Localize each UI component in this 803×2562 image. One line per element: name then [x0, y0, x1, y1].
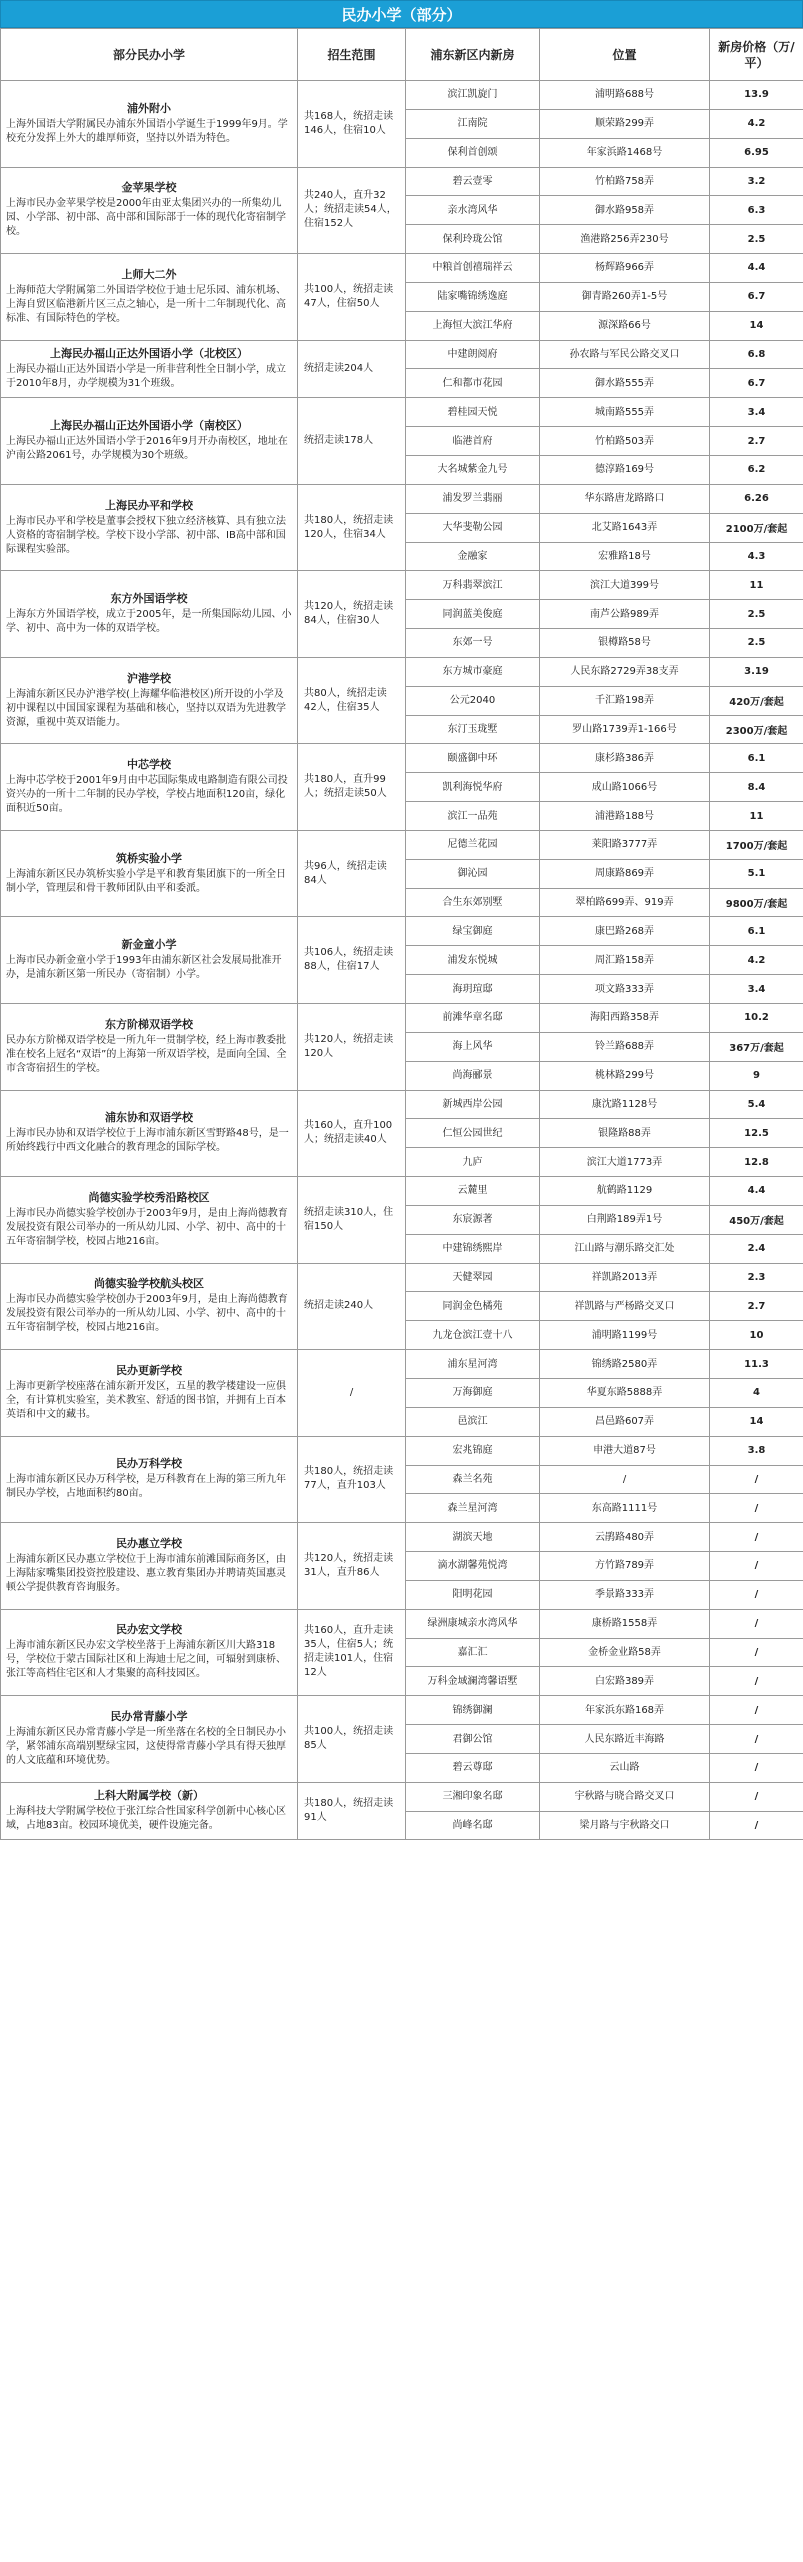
- enrollment-range: 共96人，统招走读84人: [298, 830, 406, 917]
- enrollment-range: 共80人，统招走读42人，住宿35人: [298, 657, 406, 744]
- estate-location: 金桥金业路58弄: [540, 1638, 710, 1667]
- table-header-row: [1, 29, 803, 81]
- school-name: 上海民办福山正达外国语小学（北校区）: [50, 346, 248, 360]
- estate-price: 11.3: [710, 1350, 803, 1379]
- school-cell: [1, 484, 298, 571]
- estate-location: 源深路66号: [540, 311, 710, 340]
- estate-location: 人民东路2729弄38支弄: [540, 657, 710, 686]
- estate-location: 滨江大道1773弄: [540, 1148, 710, 1177]
- school-description: 上海东方外国语学校，成立于2005年，是一所集国际幼儿园、小学、初中、高中为一体的双语学校。: [6, 609, 292, 635]
- estate-price: /: [710, 1696, 803, 1725]
- estate-name: 君御公馆: [406, 1725, 540, 1754]
- enrollment-range: 共106人，统招走读88人，住宿17人: [298, 917, 406, 1004]
- estate-price: 4.2: [710, 109, 803, 138]
- table-row: [1, 167, 803, 196]
- school-description: 上海市民办新金童小学于1993年由浦东新区社会发展局批准开办，是浦东新区第一所民办（寄宿制）小学。: [6, 955, 282, 981]
- table-row: [1, 744, 803, 773]
- header-estate: 浦东新区内新房: [406, 29, 540, 81]
- header-range: 招生范围: [298, 29, 406, 81]
- school-cell: [1, 571, 298, 658]
- school-description: 上海浦东新区民办沪港学校(上海耀华临港校区)所开设的小学及初中课程以中国国家课程为基础和核心，坚持以双语为先进教学资源，重视中英双语能力。: [6, 688, 286, 728]
- estate-location: 顺荣路299弄: [540, 109, 710, 138]
- estate-name: 滨江一品苑: [406, 802, 540, 831]
- estate-location: 云山路: [540, 1753, 710, 1782]
- enrollment-range: 统招走读240人: [298, 1263, 406, 1350]
- estate-name: 临港首府: [406, 427, 540, 456]
- table-row: [1, 657, 803, 686]
- estate-location: 康桥路1558弄: [540, 1609, 710, 1638]
- estate-location: 银隆路88弄: [540, 1119, 710, 1148]
- estate-location: 云鹃路480弄: [540, 1523, 710, 1552]
- enrollment-range: 统招走读310人，住宿150人: [298, 1177, 406, 1264]
- school-description: 上海民办福山正达外国语小学是一所非营利性全日制小学，成立于2010年8月，办学规模为31个班级。: [6, 363, 286, 389]
- table-row: [1, 830, 803, 859]
- estate-location: 铃兰路688弄: [540, 1032, 710, 1061]
- estate-price: 2.7: [710, 427, 803, 456]
- school-description: 上海市浦东新区民办万科学校，是万科教育在上海的第三所九年制民办学校，占地面积约80亩。: [6, 1474, 286, 1500]
- school-cell: [1, 340, 298, 398]
- estate-name: 万海御庭: [406, 1378, 540, 1407]
- estate-price: 3.4: [710, 975, 803, 1004]
- estate-name: 上海恒大滨江华府: [406, 311, 540, 340]
- school-cell: [1, 744, 298, 831]
- estate-name: 中建朗阅府: [406, 340, 540, 369]
- estate-name: 碧云壹零: [406, 167, 540, 196]
- estate-price: 6.8: [710, 340, 803, 369]
- estate-name: 尼德兰花园: [406, 830, 540, 859]
- estate-name: 尚海郦景: [406, 1061, 540, 1090]
- estate-price: 6.95: [710, 138, 803, 167]
- estate-name: 御沁园: [406, 859, 540, 888]
- estate-location: 祥凯路与严杨路交叉口: [540, 1292, 710, 1321]
- estate-name: 云麓里: [406, 1177, 540, 1206]
- estate-name: 同润蓝美俊庭: [406, 600, 540, 629]
- header-location: 位置: [540, 29, 710, 81]
- estate-location: /: [540, 1465, 710, 1494]
- enrollment-range: 共180人，统招走读120人，住宿34人: [298, 484, 406, 571]
- estate-location: 康杉路386弄: [540, 744, 710, 773]
- school-description: 上海外国语大学附属民办浦东外国语小学诞生于1999年9月。学校充分发挥上外大的雄厚师资，坚持以外语为特色。: [6, 118, 288, 144]
- estate-price: /: [710, 1523, 803, 1552]
- school-cell: [1, 1436, 298, 1523]
- estate-location: 竹柏路758弄: [540, 167, 710, 196]
- estate-price: 9: [710, 1061, 803, 1090]
- estate-location: 浦港路188号: [540, 802, 710, 831]
- estate-name: 九庐: [406, 1148, 540, 1177]
- school-name: 金苹果学校: [121, 181, 177, 195]
- estate-location: 御水路958弄: [540, 196, 710, 225]
- estate-name: 凯利海悦华府: [406, 773, 540, 802]
- enrollment-range: 共100人，统招走读47人，住宿50人: [298, 254, 406, 341]
- school-cell: [1, 81, 298, 168]
- school-name: 上科大附属学校（新）: [94, 1789, 204, 1803]
- header-school: 部分民办小学: [1, 29, 298, 81]
- school-name: 沪港学校: [127, 671, 171, 685]
- estate-location: 昌邑路607弄: [540, 1407, 710, 1436]
- estate-location: 华夏东路5888弄: [540, 1378, 710, 1407]
- school-name: 上海民办平和学校: [105, 498, 193, 512]
- enrollment-range: 共168人，统招走读146人，住宿10人: [298, 81, 406, 168]
- estate-name: 东宸源著: [406, 1205, 540, 1234]
- estate-location: 千汇路198弄: [540, 686, 710, 715]
- estate-price: /: [710, 1465, 803, 1494]
- estate-price: 4.4: [710, 1177, 803, 1206]
- estate-location: 季景路333弄: [540, 1580, 710, 1609]
- school-name: 浦外附小: [127, 101, 171, 115]
- estate-location: 周汇路158弄: [540, 946, 710, 975]
- enrollment-range: 统招走读178人: [298, 398, 406, 485]
- estate-price: 2.7: [710, 1292, 803, 1321]
- table-row: [1, 340, 803, 369]
- estate-name: 保利首创颂: [406, 138, 540, 167]
- estate-name: 江南院: [406, 109, 540, 138]
- estate-location: 梁月路与宇秋路交口: [540, 1811, 710, 1840]
- estate-price: 13.9: [710, 81, 803, 110]
- school-description: 上海市民办平和学校是董事会授权下独立经济核算、具有独立法人资格的寄宿制学校。学校下设小学部、初中部、IB高中部和国际课程实验部。: [6, 515, 286, 555]
- estate-price: /: [710, 1552, 803, 1581]
- estate-price: 3.4: [710, 398, 803, 427]
- table-row: [1, 81, 803, 110]
- table-row: [1, 398, 803, 427]
- school-description: 上海科技大学附属学校位于张江综合性国家科学创新中心核心区域，占地83亩。校园环境优美，硬件设施完备。: [6, 1806, 286, 1832]
- estate-location: 杨辉路966弄: [540, 254, 710, 283]
- school-cell: [1, 1177, 298, 1264]
- estate-price: 2.5: [710, 225, 803, 254]
- estate-name: 三湘印象名邸: [406, 1782, 540, 1811]
- estate-name: 亲水湾风华: [406, 196, 540, 225]
- estate-name: 天健翠园: [406, 1263, 540, 1292]
- estate-price: 4.3: [710, 542, 803, 571]
- estate-location: 宇秋路与晓合路交叉口: [540, 1782, 710, 1811]
- table-row: [1, 1177, 803, 1206]
- estate-price: /: [710, 1725, 803, 1754]
- estate-location: 人民东路近丰海路: [540, 1725, 710, 1754]
- school-name: 尚德实验学校航头校区: [94, 1277, 204, 1291]
- estate-location: 莱阳路3777弄: [540, 830, 710, 859]
- estate-price: 4.2: [710, 946, 803, 975]
- estate-price: 10.2: [710, 1004, 803, 1033]
- estate-price: /: [710, 1494, 803, 1523]
- school-cell: [1, 1696, 298, 1783]
- estate-price: 4.4: [710, 254, 803, 283]
- estate-location: 周康路869弄: [540, 859, 710, 888]
- estate-name: 锦绣御澜: [406, 1696, 540, 1725]
- estate-name: 金融家: [406, 542, 540, 571]
- table-row: [1, 1090, 803, 1119]
- estate-location: 宏雅路18号: [540, 542, 710, 571]
- school-name: 新金童小学: [121, 938, 177, 952]
- estate-location: 白荆路189弄1号: [540, 1205, 710, 1234]
- estate-location: 海阳西路358弄: [540, 1004, 710, 1033]
- school-cell: [1, 1263, 298, 1350]
- enrollment-range: 共160人，直升100人；统招走读40人: [298, 1090, 406, 1177]
- table-row: [1, 484, 803, 513]
- estate-price: 6.7: [710, 369, 803, 398]
- table-row: [1, 1523, 803, 1552]
- estate-price: /: [710, 1782, 803, 1811]
- estate-name: 阳明花园: [406, 1580, 540, 1609]
- estate-name: 仁和都市花园: [406, 369, 540, 398]
- estate-name: 颐盛御中环: [406, 744, 540, 773]
- enrollment-range: 共180人，统招走读77人，直升103人: [298, 1436, 406, 1523]
- table-row: [1, 917, 803, 946]
- estate-name: 碧桂园天悦: [406, 398, 540, 427]
- school-cell: [1, 657, 298, 744]
- school-cell: [1, 398, 298, 485]
- estate-location: 成山路1066号: [540, 773, 710, 802]
- enrollment-range: 共160人，直升走读35人，住宿5人；统招走读101人，住宿12人: [298, 1609, 406, 1696]
- estate-location: 翠柏路699弄、919弄: [540, 888, 710, 917]
- school-table: [0, 28, 803, 1840]
- school-name: 东方外国语学校: [110, 592, 188, 606]
- estate-location: 方竹路789弄: [540, 1552, 710, 1581]
- school-cell: [1, 1523, 298, 1610]
- estate-name: 同润金色橘苑: [406, 1292, 540, 1321]
- estate-location: 年家浜路1468号: [540, 138, 710, 167]
- school-cell: [1, 1004, 298, 1091]
- school-description: 上海浦东新区民办筑桥实验小学是平和教育集团旗下的一所全日制小学，管理层和骨干教师团队由平和委派。: [6, 868, 286, 894]
- school-name: 民办惠立学校: [116, 1536, 182, 1550]
- estate-location: 德淳路169号: [540, 455, 710, 484]
- school-name: 民办常青藤小学: [110, 1710, 188, 1724]
- estate-name: 中建锦绣熙岸: [406, 1234, 540, 1263]
- estate-location: 银樽路58号: [540, 629, 710, 658]
- school-description: 上海市民办协和双语学校位于上海市浦东新区雪野路48号，是一所始终践行中西文化融合的教育理念的国际学校。: [6, 1128, 289, 1154]
- estate-location: 渔港路256弄230号: [540, 225, 710, 254]
- estate-location: 滨江大道399号: [540, 571, 710, 600]
- estate-name: 九龙仓滨江壹十八: [406, 1321, 540, 1350]
- estate-name: 浦发罗兰翡丽: [406, 484, 540, 513]
- estate-name: 嘉汇汇: [406, 1638, 540, 1667]
- school-name: 浦东协和双语学校: [105, 1111, 193, 1125]
- table-row: [1, 1350, 803, 1379]
- estate-name: 中粮首创禧瑞祥云: [406, 254, 540, 283]
- school-description: 上海市民办金苹果学校是2000年由亚太集团兴办的一所集幼儿园、小学部、初中部、高中部和国际部于一体的现代化寄宿制学校。: [6, 198, 286, 238]
- estate-location: 项文路333弄: [540, 975, 710, 1004]
- estate-name: 湖滨天地: [406, 1523, 540, 1552]
- estate-price: 2100万/套起: [710, 513, 803, 542]
- table-row: [1, 571, 803, 600]
- school-name: 民办更新学校: [116, 1363, 182, 1377]
- estate-price: /: [710, 1753, 803, 1782]
- school-name: 东方阶梯双语学校: [105, 1017, 193, 1031]
- school-name: 民办万科学校: [116, 1457, 182, 1471]
- estate-price: 10: [710, 1321, 803, 1350]
- estate-name: 大名城紫金九号: [406, 455, 540, 484]
- enrollment-range: 共180人，统招走读91人: [298, 1782, 406, 1840]
- estate-price: 3.8: [710, 1436, 803, 1465]
- school-name: 中芯学校: [127, 758, 171, 772]
- estate-price: 5.4: [710, 1090, 803, 1119]
- estate-name: 尚峰名邸: [406, 1811, 540, 1840]
- table-row: [1, 1609, 803, 1638]
- estate-location: 江山路与潮乐路交汇处: [540, 1234, 710, 1263]
- estate-name: 森兰星河湾: [406, 1494, 540, 1523]
- estate-price: 2.4: [710, 1234, 803, 1263]
- estate-location: 罗山路1739弄1-166号: [540, 715, 710, 744]
- estate-name: 碧云尊邸: [406, 1753, 540, 1782]
- school-cell: [1, 830, 298, 917]
- estate-price: 3.19: [710, 657, 803, 686]
- estate-price: 6.26: [710, 484, 803, 513]
- estate-location: 康沈路1128号: [540, 1090, 710, 1119]
- school-description: 上海市浦东新区民办宏文学校坐落于上海浦东新区川大路318号，学校位于蒙古国际社区和上海迪士尼之间，可辐射到康桥、张江等高档住宅区和人才集聚的高科技园区。: [6, 1640, 286, 1680]
- estate-price: 12.5: [710, 1119, 803, 1148]
- estate-location: 城南路555弄: [540, 398, 710, 427]
- header-price: 新房价格（万/平）: [710, 29, 803, 81]
- estate-location: 申港大道87号: [540, 1436, 710, 1465]
- estate-name: 合生东郊别墅: [406, 888, 540, 917]
- estate-name: 海上风华: [406, 1032, 540, 1061]
- enrollment-range: 统招走读204人: [298, 340, 406, 398]
- estate-name: 万科翡翠滨江: [406, 571, 540, 600]
- estate-price: 6.7: [710, 282, 803, 311]
- estate-name: 森兰名苑: [406, 1465, 540, 1494]
- school-name: 上师大二外: [121, 267, 177, 281]
- estate-name: 陆家嘴锦绣逸庭: [406, 282, 540, 311]
- estate-name: 浦东星河湾: [406, 1350, 540, 1379]
- estate-price: 4: [710, 1378, 803, 1407]
- estate-location: 御水路555弄: [540, 369, 710, 398]
- school-description: 上海民办福山正达外国语小学于2016年9月开办南校区，地址在沪南公路2061号，办学规模为30个班级。: [6, 436, 288, 462]
- estate-price: 1700万/套起: [710, 830, 803, 859]
- estate-price: 2.5: [710, 600, 803, 629]
- estate-location: 年家浜东路168弄: [540, 1696, 710, 1725]
- table-body: [1, 81, 803, 1840]
- estate-location: 竹柏路503弄: [540, 427, 710, 456]
- estate-location: 康巴路268弄: [540, 917, 710, 946]
- estate-name: 保利玲珑公馆: [406, 225, 540, 254]
- enrollment-range: 共120人，统招走读31人，直升86人: [298, 1523, 406, 1610]
- estate-name: 浦发东悦城: [406, 946, 540, 975]
- estate-location: 北艾路1643弄: [540, 513, 710, 542]
- estate-name: 大华斐勒公园: [406, 513, 540, 542]
- estate-name: 绿洲康城亲水湾风华: [406, 1609, 540, 1638]
- estate-price: 8.4: [710, 773, 803, 802]
- estate-name: 东郊一号: [406, 629, 540, 658]
- school-description: 上海市更新学校座落在浦东新开发区，五星的教学楼建设一应俱全，有计算机实验室，美术教室、舒适的图书馆，并拥有上百本英语和中文的藏书。: [6, 1380, 286, 1420]
- estate-location: 南芦公路989弄: [540, 600, 710, 629]
- estate-price: 14: [710, 1407, 803, 1436]
- estate-price: 12.8: [710, 1148, 803, 1177]
- estate-price: 11: [710, 571, 803, 600]
- estate-name: 东方城市豪庭: [406, 657, 540, 686]
- table-row: [1, 1436, 803, 1465]
- estate-price: 5.1: [710, 859, 803, 888]
- table-row: [1, 1263, 803, 1292]
- enrollment-range: 共120人，统招走读84人，住宿30人: [298, 571, 406, 658]
- enrollment-range: 共100人，统招走读85人: [298, 1696, 406, 1783]
- estate-price: 9800万/套起: [710, 888, 803, 917]
- enrollment-range: /: [298, 1350, 406, 1437]
- enrollment-range: 共240人，直升32人；统招走读54人，住宿152人: [298, 167, 406, 254]
- estate-name: 滨江凯旋门: [406, 81, 540, 110]
- estate-price: 6.3: [710, 196, 803, 225]
- estate-price: 3.2: [710, 167, 803, 196]
- table-row: [1, 1782, 803, 1811]
- estate-name: 新城西岸公园: [406, 1090, 540, 1119]
- estate-price: 2300万/套起: [710, 715, 803, 744]
- estate-price: /: [710, 1609, 803, 1638]
- school-cell: [1, 1090, 298, 1177]
- school-name: 尚德实验学校秀沿路校区: [88, 1190, 210, 1204]
- school-cell: [1, 1609, 298, 1696]
- estate-price: /: [710, 1580, 803, 1609]
- estate-price: /: [710, 1638, 803, 1667]
- estate-location: 孙农路与军民公路交叉口: [540, 340, 710, 369]
- school-cell: [1, 1350, 298, 1437]
- estate-location: 浦明路688号: [540, 81, 710, 110]
- estate-location: 白宏路389弄: [540, 1667, 710, 1696]
- estate-price: /: [710, 1667, 803, 1696]
- estate-price: 11: [710, 802, 803, 831]
- estate-price: 6.1: [710, 917, 803, 946]
- estate-location: 浦明路1199号: [540, 1321, 710, 1350]
- school-name: 筑桥实验小学: [116, 851, 182, 865]
- estate-name: 宏兆锦庭: [406, 1436, 540, 1465]
- enrollment-range: 共180人，直升99人；统招走读50人: [298, 744, 406, 831]
- school-cell: [1, 1782, 298, 1840]
- enrollment-range: 共120人，统招走读120人: [298, 1004, 406, 1091]
- school-description: 民办东方阶梯双语学校是一所九年一贯制学校，经上海市教委批准在校名上冠名“双语”的上海第一所双语学校，是面向全国、全市含寄宿招生的学校。: [6, 1034, 287, 1074]
- estate-name: 仁恒公园世纪: [406, 1119, 540, 1148]
- estate-name: 前滩华章名邸: [406, 1004, 540, 1033]
- school-description: 上海市民办尚德实验学校创办于2003年9月，是由上海尚德教育发展投资有限公司举办的一所从幼儿园、小学、初中、高中的十五年寄宿制学校，校园占地216亩。: [6, 1294, 288, 1334]
- estate-location: 航鹤路1129: [540, 1177, 710, 1206]
- table-row: [1, 1696, 803, 1725]
- estate-name: 海玥瑄邸: [406, 975, 540, 1004]
- estate-price: 420万/套起: [710, 686, 803, 715]
- school-description: 上海师范大学附属第二外国语学校位于迪士尼乐园、浦东机场、上海自贸区临港新片区三点之轴心，是一所十二年制现代化、高标准、有国际特色的学校。: [6, 284, 286, 324]
- school-description: 上海市民办尚德实验学校创办于2003年9月，是由上海尚德教育发展投资有限公司举办的一所从幼儿园、小学、初中、高中的十五年寄宿制学校，校园占地216亩。: [6, 1207, 288, 1247]
- school-description: 上海浦东新区民办常青藤小学是一所坐落在名校的全日制民办小学，紧邻浦东高端别墅绿宝园，这使得常青藤小学具有得天独厚的人文底蕴和环境优势。: [6, 1727, 286, 1767]
- estate-name: 公元2040: [406, 686, 540, 715]
- estate-location: 桃林路299号: [540, 1061, 710, 1090]
- school-description: 上海浦东新区民办惠立学校位于上海市浦东前滩国际商务区，由上海陆家嘴集团投资控股建设、惠立教育集团办并聘请英国惠灵顿公学提供教育咨询服务。: [6, 1553, 286, 1593]
- page-title: 民办小学（部分）: [0, 0, 803, 28]
- table-row: [1, 254, 803, 283]
- estate-price: 367万/套起: [710, 1032, 803, 1061]
- estate-price: /: [710, 1811, 803, 1840]
- estate-name: 滴水湖馨苑悦湾: [406, 1552, 540, 1581]
- table-row: [1, 1004, 803, 1033]
- estate-name: 万科金域澜湾馨语墅: [406, 1667, 540, 1696]
- estate-name: 绿宝御庭: [406, 917, 540, 946]
- estate-price: 2.3: [710, 1263, 803, 1292]
- estate-price: 450万/套起: [710, 1205, 803, 1234]
- school-cell: [1, 254, 298, 341]
- estate-location: 华东路唐龙路路口: [540, 484, 710, 513]
- estate-price: 6.2: [710, 455, 803, 484]
- school-name: 民办宏文学校: [116, 1623, 182, 1637]
- school-cell: [1, 167, 298, 254]
- estate-price: 6.1: [710, 744, 803, 773]
- estate-location: 御青路260弄1-5号: [540, 282, 710, 311]
- school-cell: [1, 917, 298, 1004]
- estate-location: 东高路1111号: [540, 1494, 710, 1523]
- estate-price: 14: [710, 311, 803, 340]
- estate-name: 邑滨江: [406, 1407, 540, 1436]
- school-description: 上海中芯学校于2001年9月由中芯国际集成电路制造有限公司投资兴办的一所十二年制的民办学校，学校占地面积120亩，绿化面积近50亩。: [6, 775, 288, 815]
- estate-name: 东汀玉珑墅: [406, 715, 540, 744]
- estate-location: 锦绣路2580弄: [540, 1350, 710, 1379]
- estate-location: 祥凯路2013弄: [540, 1263, 710, 1292]
- school-name: 上海民办福山正达外国语小学（南校区）: [50, 419, 248, 433]
- estate-price: 2.5: [710, 629, 803, 658]
